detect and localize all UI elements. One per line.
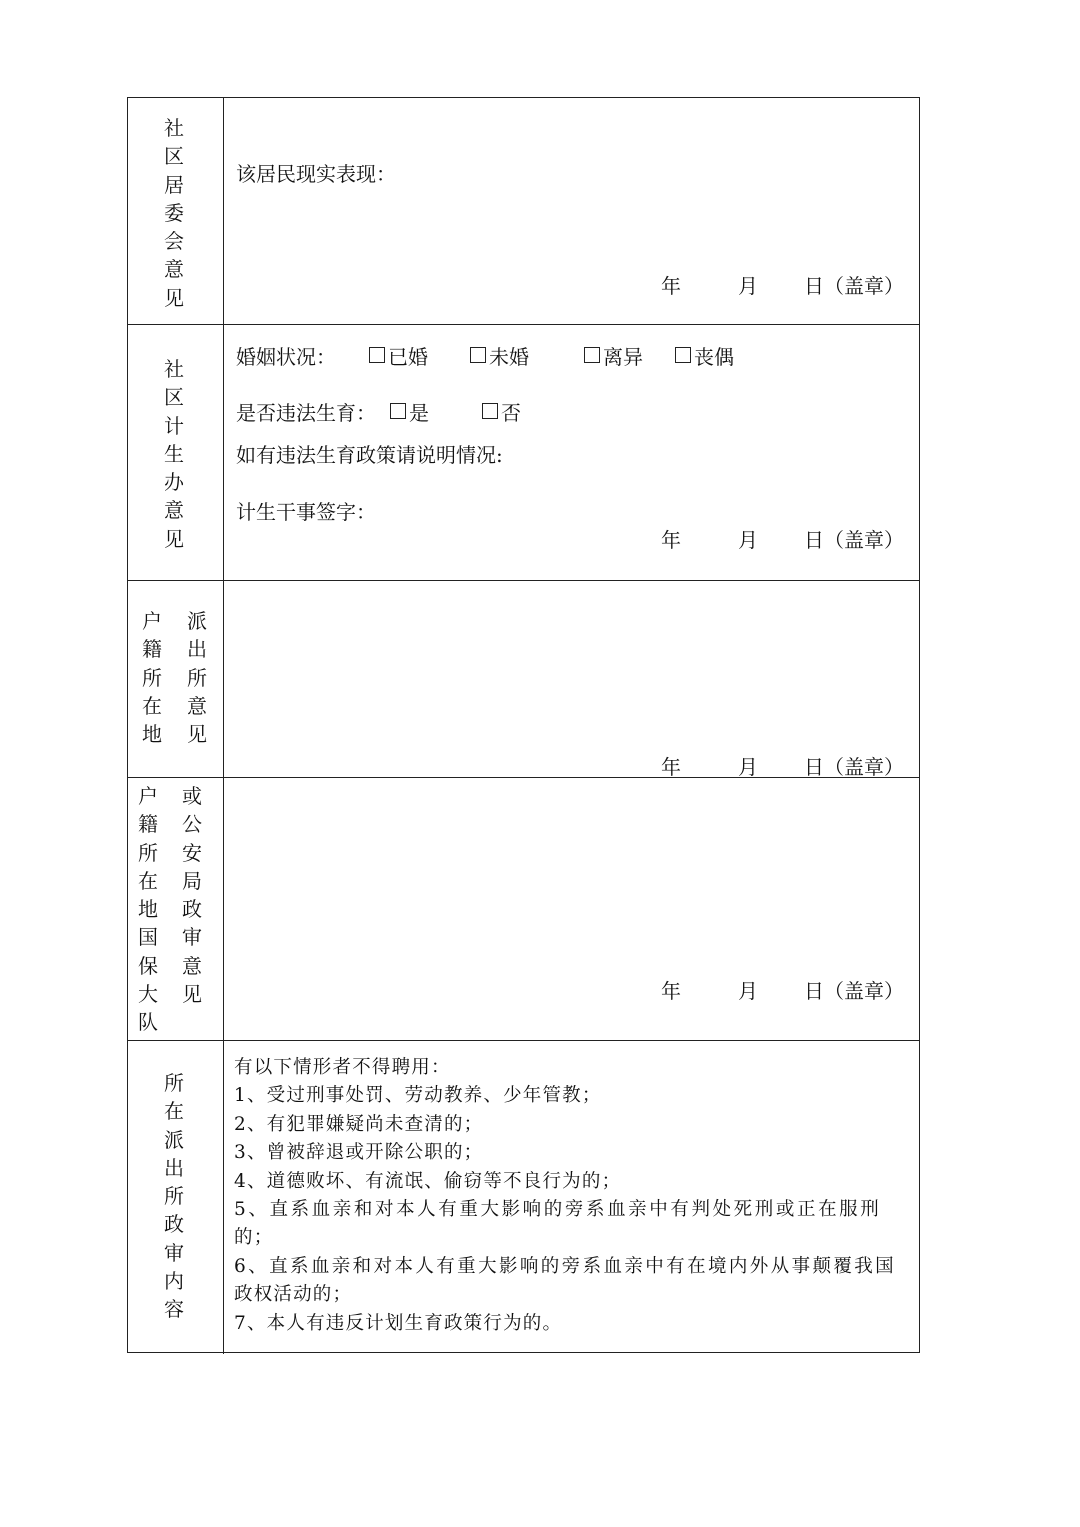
yes-option-label: 是 <box>409 401 429 425</box>
label-char: 派 <box>187 609 207 633</box>
widowed-option-label: 丧偶 <box>694 345 734 369</box>
day-stamp-label: 日（盖章） <box>804 755 904 779</box>
checkbox-square <box>369 347 385 363</box>
label-char: 审 <box>164 1240 184 1265</box>
month-label: 月 <box>738 528 758 552</box>
label-char: 见 <box>182 982 202 1007</box>
label-char: 意 <box>164 257 184 282</box>
illegal-birth-no-checkbox[interactable] <box>482 397 521 426</box>
marital-status-label: 婚姻状况： <box>236 345 336 369</box>
rule-item: 7、本人有违反计划生育政策行为的。 <box>234 1312 563 1334</box>
explain-prompt: 如有违法生育政策请说明情况: <box>236 443 503 467</box>
police-station-opinion-field[interactable] <box>224 581 919 777</box>
label-char: 意 <box>164 498 184 523</box>
checkbox-square <box>470 347 486 363</box>
label-char: 在 <box>164 1099 184 1124</box>
year-label: 年 <box>661 755 681 779</box>
police-station-opinion-row <box>128 581 919 778</box>
family-planning-field <box>224 325 919 580</box>
label-char: 内 <box>164 1269 184 1294</box>
label-char: 地 <box>142 722 162 747</box>
label-char: 地 <box>138 897 158 922</box>
review-content-row <box>128 1041 919 1354</box>
illegal-birth-yes-checkbox[interactable] <box>390 397 429 426</box>
family-planning-label <box>128 325 224 580</box>
label-char: 意 <box>182 953 202 978</box>
label-char: 政 <box>182 897 202 922</box>
married-checkbox[interactable] <box>369 341 428 370</box>
label-char: 所 <box>138 840 158 865</box>
divorced-checkbox[interactable] <box>584 341 643 370</box>
label-char: 审 <box>182 925 202 950</box>
label-char: 生 <box>164 441 184 466</box>
label-char: 保 <box>138 953 158 978</box>
label-char: 在 <box>138 868 158 893</box>
label-char: 政 <box>164 1212 184 1237</box>
label-char: 户 <box>142 609 162 633</box>
community-opinion-field[interactable] <box>224 98 919 324</box>
community-opinion-label <box>128 98 224 324</box>
checkbox-square <box>482 403 498 419</box>
label-char: 出 <box>164 1155 184 1180</box>
month-label: 月 <box>738 274 758 298</box>
rules-intro: 有以下情形者不得聘用： <box>234 1057 451 1078</box>
family-planning-row <box>128 325 919 581</box>
security-bureau-review-row <box>128 778 919 1041</box>
review-content-field <box>224 1041 919 1354</box>
rule-item: 3、曾被辞退或开除公职的； <box>234 1142 484 1164</box>
label-char: 区 <box>164 385 184 410</box>
security-bureau-review-label <box>128 778 224 1040</box>
label-char: 所 <box>164 1071 184 1095</box>
label-char: 公 <box>182 812 202 837</box>
rule-item: 4、道德败坏、有流氓、偷窃等不良行为的； <box>234 1170 622 1192</box>
illegal-birth-label: 是否违法生育： <box>236 401 376 425</box>
checkbox-square <box>390 403 406 419</box>
label-char: 社 <box>164 116 184 140</box>
security-bureau-review-field[interactable] <box>224 778 919 1040</box>
label-char: 所 <box>164 1184 184 1209</box>
unmarried-checkbox[interactable] <box>470 341 529 370</box>
disqualification-rules <box>234 1054 914 1338</box>
review-form-table <box>127 97 920 1353</box>
label-char: 所 <box>142 665 162 690</box>
label-char: 容 <box>164 1297 184 1322</box>
label-char: 见 <box>164 526 184 551</box>
label-char: 所 <box>187 665 207 690</box>
label-char: 队 <box>138 1010 158 1035</box>
no-option-label: 否 <box>501 401 521 425</box>
divorced-option-label: 离异 <box>603 345 643 369</box>
label-char: 会 <box>164 229 184 254</box>
rule-item: 5、直系血亲和对本人有重大影响的旁系血亲中有判处死刑或正在服刑 <box>234 1199 882 1221</box>
label-char: 大 <box>138 982 158 1007</box>
day-stamp-label: 日（盖章） <box>804 528 904 552</box>
label-char: 国 <box>138 925 158 950</box>
rule-item-continued: 的； <box>234 1227 274 1249</box>
widowed-checkbox[interactable] <box>675 341 734 370</box>
unmarried-option-label: 未婚 <box>489 345 529 369</box>
label-char: 安 <box>182 840 202 865</box>
rule-item: 2、有犯罪嫌疑尚未查清的； <box>234 1113 484 1135</box>
rule-item: 1、受过刑事处罚、劳动教养、少年管教； <box>234 1085 602 1107</box>
review-content-label <box>128 1041 224 1354</box>
label-char: 意 <box>187 693 207 718</box>
resident-performance-prompt: 该居民现实表现： <box>236 162 396 186</box>
label-char: 区 <box>164 144 184 169</box>
checkbox-square <box>675 347 691 363</box>
label-char: 籍 <box>142 637 162 662</box>
label-char: 社 <box>164 357 184 381</box>
rule-item-continued: 政权活动的； <box>234 1284 353 1306</box>
label-char: 办 <box>164 470 184 495</box>
rule-item: 6、直系血亲和对本人有重大影响的旁系血亲中有在境内外从事颠覆我国 <box>234 1255 897 1277</box>
label-char: 籍 <box>138 812 158 837</box>
label-char: 户 <box>138 784 158 808</box>
month-label: 月 <box>738 979 758 1003</box>
label-char: 出 <box>187 637 207 662</box>
year-label: 年 <box>661 979 681 1003</box>
label-char: 局 <box>182 868 202 893</box>
label-char: 计 <box>164 413 184 438</box>
checkbox-square <box>584 347 600 363</box>
police-station-opinion-label <box>128 581 224 777</box>
year-label: 年 <box>661 528 681 552</box>
label-char: 委 <box>164 200 184 225</box>
month-label: 月 <box>738 755 758 779</box>
label-char: 见 <box>164 285 184 310</box>
label-char: 派 <box>164 1127 184 1152</box>
day-stamp-label: 日（盖章） <box>804 274 904 298</box>
day-stamp-label: 日（盖章） <box>804 979 904 1003</box>
officer-signature-label: 计生干事签字： <box>236 500 376 524</box>
label-char: 在 <box>142 693 162 718</box>
label-char: 见 <box>187 722 207 747</box>
label-char: 居 <box>164 172 184 197</box>
community-opinion-row <box>128 98 919 325</box>
label-char: 或 <box>182 784 202 808</box>
married-option-label: 已婚 <box>388 345 428 369</box>
year-label: 年 <box>661 274 681 298</box>
